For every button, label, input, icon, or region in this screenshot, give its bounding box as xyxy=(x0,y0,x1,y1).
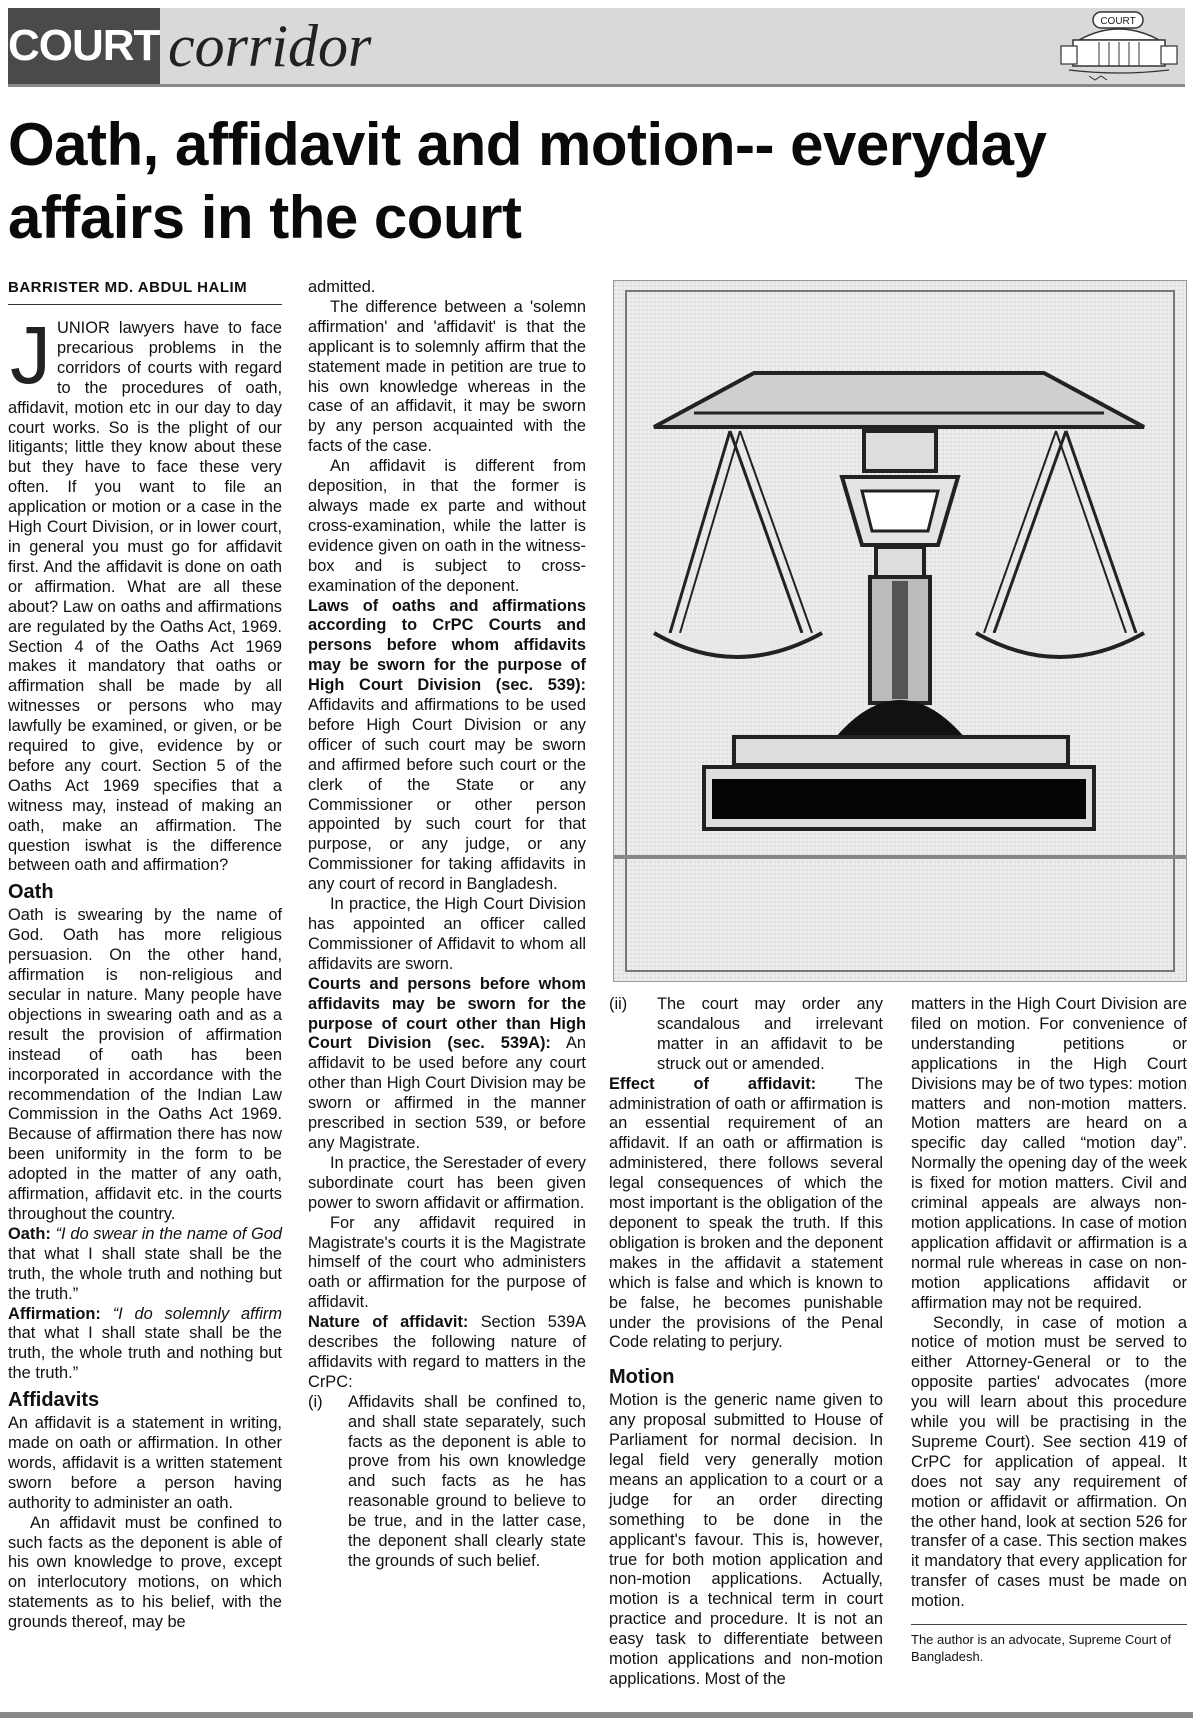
scales-of-justice-icon xyxy=(614,281,1186,981)
col4-paragraph-2: Secondly, in case of motion a notice of motion must be served to either Attorney-General or to the opposite parties' advocates (more you will learn about this procedure while you will be practising in the Supreme Court). See section 419 of CrPC for application of appeal. It does not say any requirement of motion or affidavit or affirmation. On the other hand, look at section 526 for transfer of a case. This section makes it mandatory that every application for transfer of cases must be made on motion. xyxy=(911,1313,1187,1611)
oath-paragraph: Oath is swearing by the name of God. Oath has more religious persuasion. On the other hand, affirmation is non-religious and secular in nature. Many people have objections in swearing oath and as a result the provision of affirmation instead of oath has been incorporated in accordance with the recommendation of the Indian Law Commission in the Oaths Act 1969. Because of affirmation there has now been uniformity in the form to be adopted in the matter of any oath, affirmation, affidavit etc. in the courts throughout the country. xyxy=(8,906,282,1223)
nature-paragraph xyxy=(308,1313,586,1393)
headline-line-2: affairs in the court xyxy=(8,184,522,251)
affirmation-label: Affirmation: xyxy=(8,1304,101,1323)
list-item xyxy=(609,995,883,1075)
courts-heading: Courts and persons before whom affidavits may be sworn for the purpose of court other than High Court Division (sec. 539A): xyxy=(308,974,586,1053)
section-banner xyxy=(8,8,1185,87)
courts-paragraph xyxy=(308,975,586,1154)
col2-paragraph-5: For any affidavit required in Magistrate's courts it is the Magistrate himself of the court who administers oath or affirmation for the purpose of affidavit. xyxy=(308,1213,586,1312)
col2-paragraph-2: An affidavit is different from deposition, in that the former is always made ex parte and without cross-examination, while the latter is evidence given on oath in the witness-box and is subject to cross-examination of the deponent. xyxy=(308,457,586,595)
affirmation-form xyxy=(8,1305,282,1385)
list-item-number: (ii) xyxy=(609,995,628,1013)
affidavits-heading: Affidavits xyxy=(8,1389,100,1412)
banner-court-label: COURT xyxy=(8,8,160,84)
effect-paragraph xyxy=(609,1075,883,1354)
nature-text: Section 539A describes the following nature of affidavits with regard to matters in the CrPC: xyxy=(308,1313,587,1391)
banner-corridor-label: corridor xyxy=(168,13,372,79)
col2-paragraph-4: In practice, the Serestader of every subordinate court has been given power to sworn affidavit or affirmation. xyxy=(308,1153,586,1212)
col2-paragraph-3: In practice, the High Court Division has appointed an officer called Commissioner of Affidavit to whom all affidavits are sworn. xyxy=(308,895,586,973)
motion-paragraph: Motion is the generic name given to any proposal submitted to House of Parliament for normal decision. In legal field very generally motion means an application to a court or a judge for an order directing something to be done in the applicant's favour. This is, however, true for both motion application and non-motion applications. Actually, motion is a technical term in court practice and procedure. It is not an easy task to differentiate between motion applications and non-motion applications. Most of the xyxy=(609,1391,883,1688)
byline: BARRISTER MD. ABDUL HALIM xyxy=(8,278,282,305)
bottom-rule xyxy=(0,1712,1193,1718)
col4-paragraph-1: matters in the High Court Division are filed on motion. For convenience of understanding petitions or applications in the High Court Divisions may be of two types: motion matters and non-motion matters. Motion matters are heard on a specific day called “motion day”. Normally the opening day of the week is fixed for motion matters. Civil and criminal appeals are always non-motion applications. In case of motion application affidavit or affirmation is a normal rule whereas in case on non-motion applications affidavit or affirmation may not be required. xyxy=(911,995,1187,1312)
drop-cap: J xyxy=(10,310,51,401)
laws-heading: Laws of oaths and affirmations according to CrPC Courts and persons before whom affidavits may be sworn for the purpose of High Court Division (sec. 539): xyxy=(308,596,586,695)
author-footnote: The author is an advocate, Supreme Court of Bangladesh. xyxy=(911,1624,1187,1665)
article-column-3 xyxy=(609,995,883,1690)
col2-paragraph-1: The difference between a 'solemn affirmation' and 'affidavit' is that the applicant is to solemnly affirm that the statement made in petition are true to his own knowledge whereas in the case of an affidavit, it may be sworn by any person acquainted with the facts of the case. xyxy=(308,297,586,456)
article-column-4 xyxy=(911,995,1187,1665)
col2-admitted: admitted. xyxy=(308,278,376,296)
oath-form xyxy=(8,1225,282,1305)
laws-paragraph xyxy=(308,597,586,896)
motion-heading: Motion xyxy=(609,1366,675,1389)
article-headline xyxy=(8,108,1188,254)
affidavits-paragraph: An affidavit is a statement in writing, made on oath or affirmation. In other words, affidavit is a written statement sworn before a person having authority to administer an oath. xyxy=(8,1414,282,1512)
intro-text: UNIOR lawyers have to face precarious problems in the corridors of courts with regard to the procedures of oath, affidavit, motion etc in our day to day court works. So is the plight of our litigants; little they know about these but they have to face these very often. If you want to file an application or motion or a case in the High Court Division, or in lower court, in general you must go for affidavit first. And the affidavit is done on oath or affirmation. What are all these about? Law on oaths and affirmations are regulated by the Oaths Act, 1969. Section 4 of the Oaths Act 1969 makes it mandatory that oaths or affirmation shall be made by all witnesses or persons who may lawfully be examined, or given, or be required to give, evidence by or before any court. Section 5 of the Oaths Act 1969 specifies that a witness may, instead of making an oath, make an affirmation. The question iswhat is the difference between oath and affirmation? xyxy=(8,319,282,875)
list-item-number: (i) xyxy=(308,1392,323,1411)
list-item-text: Affidavits shall be confined to, and shall state separately, such facts as the deponent is able to prove from his own knowledge and such facts as he has reasonable ground to believe to be true, and in the latter case, the deponent shall clearly state the grounds of such belief. xyxy=(348,1392,586,1570)
effect-heading: Effect of affidavit: xyxy=(609,1074,817,1093)
laws-text: Affidavits and affirmations to be used before High Court Division or any officer of such court may be sworn and affirmed before such court or the clerk of the State or any Commissioner or other person appointed by such court for that purpose, or any judge, or any Commissioner for taking affidavits in any court of record in Bangladesh. xyxy=(308,696,586,894)
oath-quote-italic: “I do swear in the name of God xyxy=(55,1224,282,1243)
oath-quote-rest: that what I shall state shall be the truth, the whole truth and nothing but the truth.” xyxy=(8,1244,282,1303)
article-column-1 xyxy=(8,278,282,1633)
oath-heading: Oath xyxy=(8,881,54,904)
headline-line-1: Oath, affidavit and motion-- everyday xyxy=(8,111,1047,178)
scales-illustration xyxy=(613,280,1187,982)
courts-text: An affidavit to be used before any court other than High Court Division may be sworn or affirmed in the manner prescribed in section 539, or before any Magistrate. xyxy=(308,1034,587,1152)
effect-text: The administration of oath or affirmation is an essential requirement of an affidavit. If an oath or affirmation is administered, there follows several legal consequences of which the most important is the obligation of the deponent to speak the truth. If this obligation is broken and the deponent makes in the affidavit a statement which is false and which is known to be false, he becomes punishable under the provisions of the Penal Code relating to perjury. xyxy=(609,1074,883,1352)
list-item-text: The court may order any scandalous and irrelevant matter in an affidavit to be struck out or amended. xyxy=(657,995,883,1073)
intro-paragraph xyxy=(8,310,282,876)
logo-court-text: COURT xyxy=(1100,16,1136,27)
affidavits-paragraph-2: An affidavit must be confined to such facts as the deponent is able of his own knowledge to prove, except on interlocutory motions, on which statements as to his belief, with the grounds thereof, may be xyxy=(8,1513,282,1632)
nature-heading: Nature of affidavit: xyxy=(308,1313,469,1332)
affirmation-quote-rest: that what I shall state shall be the truth, the whole truth and nothing but the truth.” xyxy=(8,1324,282,1383)
article-column-2 xyxy=(308,278,586,1572)
oath-label: Oath: xyxy=(8,1224,51,1243)
courthouse-icon xyxy=(1059,10,1179,84)
list-item xyxy=(308,1393,586,1572)
affirmation-quote-italic: “I do solemnly affirm xyxy=(112,1304,282,1323)
